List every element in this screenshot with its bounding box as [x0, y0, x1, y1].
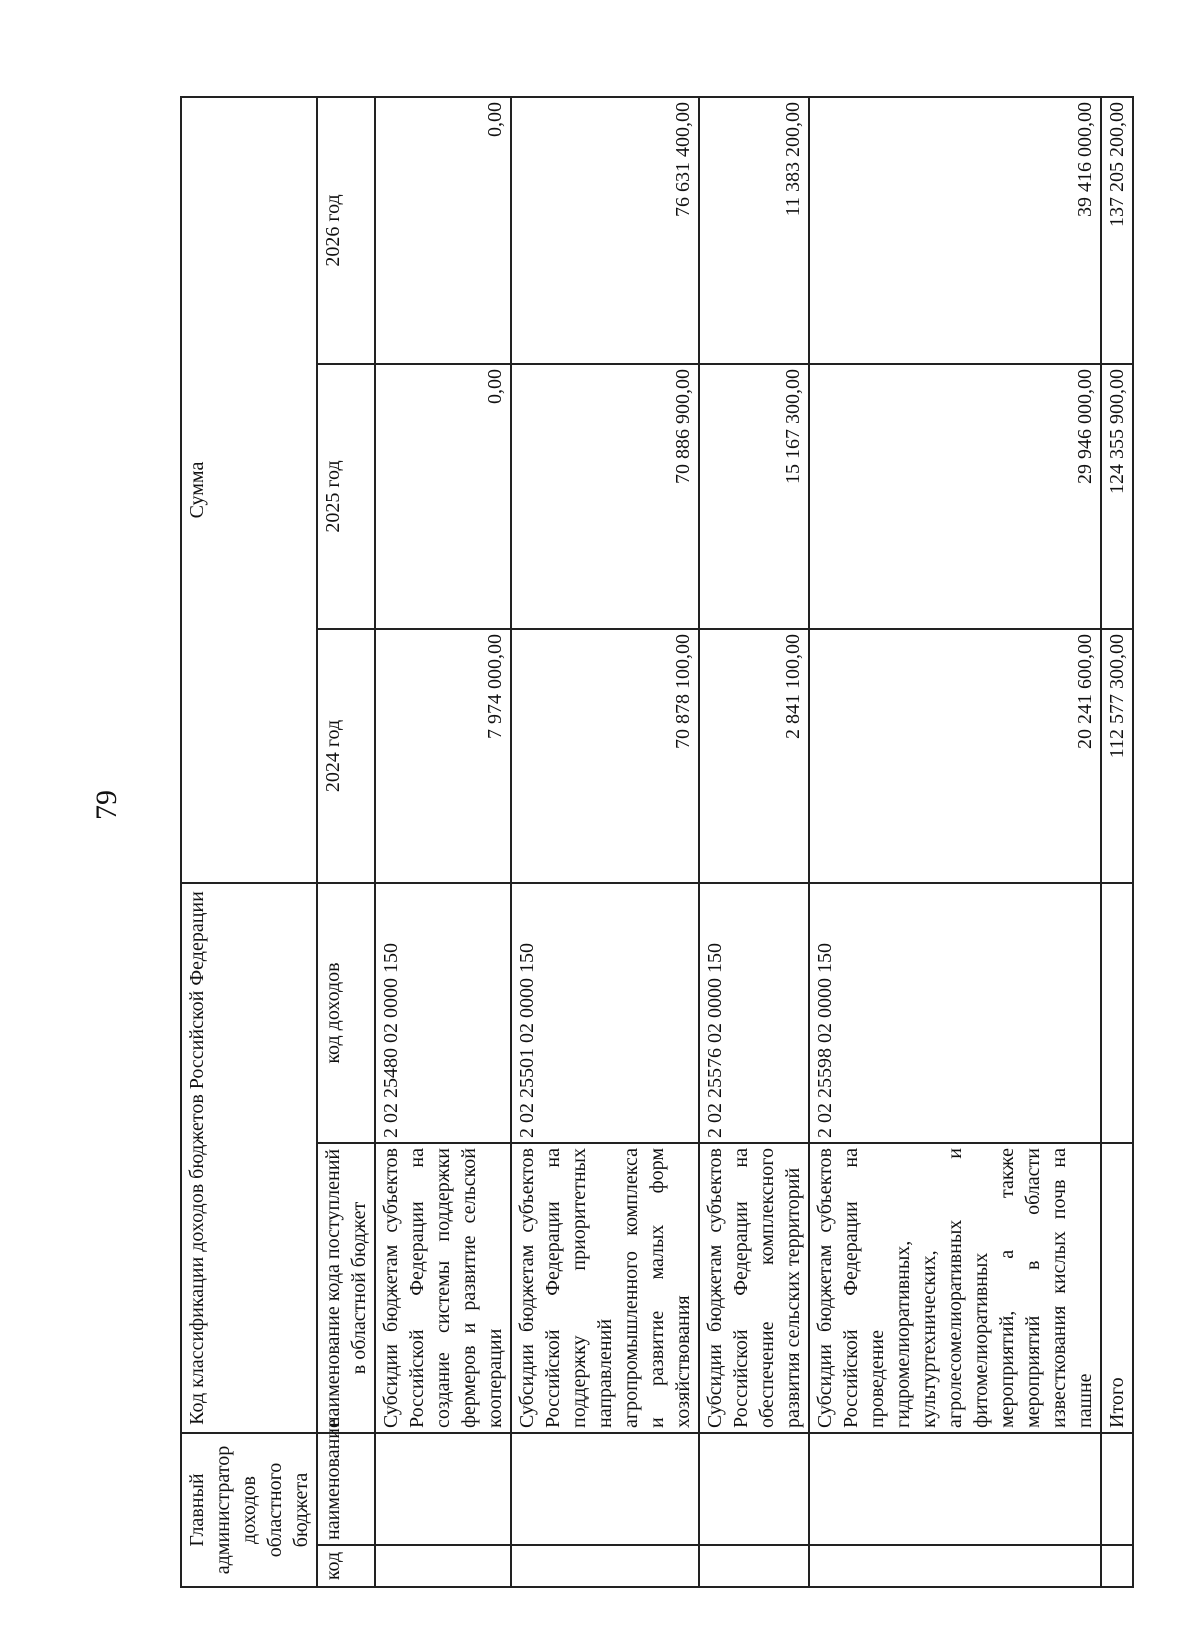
- total-code-cell: [1101, 883, 1133, 1143]
- page-number: 79: [90, 790, 123, 820]
- amount-2024-cell: 70 878 100,00: [511, 629, 699, 883]
- header-sum-group: Сумма: [181, 97, 317, 883]
- amount-2024-cell: 7 974 000,00: [375, 629, 511, 883]
- amount-2026-cell: 11 383 200,00: [699, 97, 809, 364]
- admin-code-cell: [511, 1545, 699, 1587]
- total-2025-cell: 124 355 900,00: [1101, 364, 1133, 629]
- table-row: [511, 97, 699, 1587]
- amount-2026-cell: 76 631 400,00: [511, 97, 699, 364]
- rotated-page: [180, 98, 1128, 1588]
- header-admin-name: наименование: [317, 1433, 375, 1545]
- amount-2025-cell: 70 886 900,00: [511, 364, 699, 629]
- header-admin-group: Главный администратор доходов областного бюджета: [181, 1433, 317, 1587]
- header-year-2026: 2026 год: [317, 97, 375, 364]
- header-income-name: наименование кода поступлений в областной бюджет: [317, 1143, 375, 1433]
- amount-2024-cell: 2 841 100,00: [699, 629, 809, 883]
- total-2024-cell: 112 577 300,00: [1101, 629, 1133, 883]
- amount-2025-cell: 0,00: [375, 364, 511, 629]
- description-cell: Субсидии бюджетам субъектов Российской Федерации на создание системы поддержки фермеров и развитие сельской кооперации: [375, 1143, 511, 1433]
- table-row: [375, 97, 511, 1587]
- admin-name-cell: [375, 1433, 511, 1545]
- total-admin-code-cell: [1101, 1545, 1133, 1587]
- income-code-cell: 2 02 25501 02 0000 150: [511, 883, 699, 1143]
- admin-name-cell: [809, 1433, 1101, 1545]
- header-income-code: код доходов: [317, 883, 375, 1143]
- admin-name-cell: [511, 1433, 699, 1545]
- income-code-cell: 2 02 25480 02 0000 150: [375, 883, 511, 1143]
- admin-code-cell: [809, 1545, 1101, 1587]
- header-row-2: [317, 97, 375, 1587]
- admin-code-cell: [375, 1545, 511, 1587]
- header-year-2025: 2025 год: [317, 364, 375, 629]
- income-code-cell: 2 02 25576 02 0000 150: [699, 883, 809, 1143]
- income-code-cell: 2 02 25598 02 0000 150: [809, 883, 1101, 1143]
- header-year-2024: 2024 год: [317, 629, 375, 883]
- budget-table: [180, 96, 1134, 1588]
- amount-2026-cell: 39 416 000,00: [809, 97, 1101, 364]
- amount-2024-cell: 20 241 600,00: [809, 629, 1101, 883]
- admin-name-cell: [699, 1433, 809, 1545]
- description-cell: Субсидии бюджетам субъектов Российской Федерации на обеспечение комплексного развития сельских территорий: [699, 1143, 809, 1433]
- description-cell: Субсидии бюджетам субъектов Российской Федерации на проведение гидромелиоративных, культуртехнических, агролесомелиоративных и фитомелиоративных мероприятий, а также мероприятий в области известкования кислых почв на пашне: [809, 1143, 1101, 1433]
- total-2026-cell: 137 205 200,00: [1101, 97, 1133, 364]
- amount-2026-cell: 0,00: [375, 97, 511, 364]
- header-admin-code: код: [317, 1545, 375, 1587]
- amount-2025-cell: 29 946 000,00: [809, 364, 1101, 629]
- admin-code-cell: [699, 1545, 809, 1587]
- amount-2025-cell: 15 167 300,00: [699, 364, 809, 629]
- header-row-1: [181, 97, 317, 1587]
- table-row: [809, 97, 1101, 1587]
- total-admin-name-cell: [1101, 1433, 1133, 1545]
- description-cell: Субсидии бюджетам субъектов Российской Федерации на поддержку приоритетных направлений агропромышленного комплекса и развитие малых форм хозяйствования: [511, 1143, 699, 1433]
- header-classification-group: Код классификации доходов бюджетов Российской Федерации: [181, 883, 317, 1433]
- total-label: Итого: [1101, 1143, 1133, 1433]
- total-row: [1101, 97, 1133, 1587]
- table-row: [699, 97, 809, 1587]
